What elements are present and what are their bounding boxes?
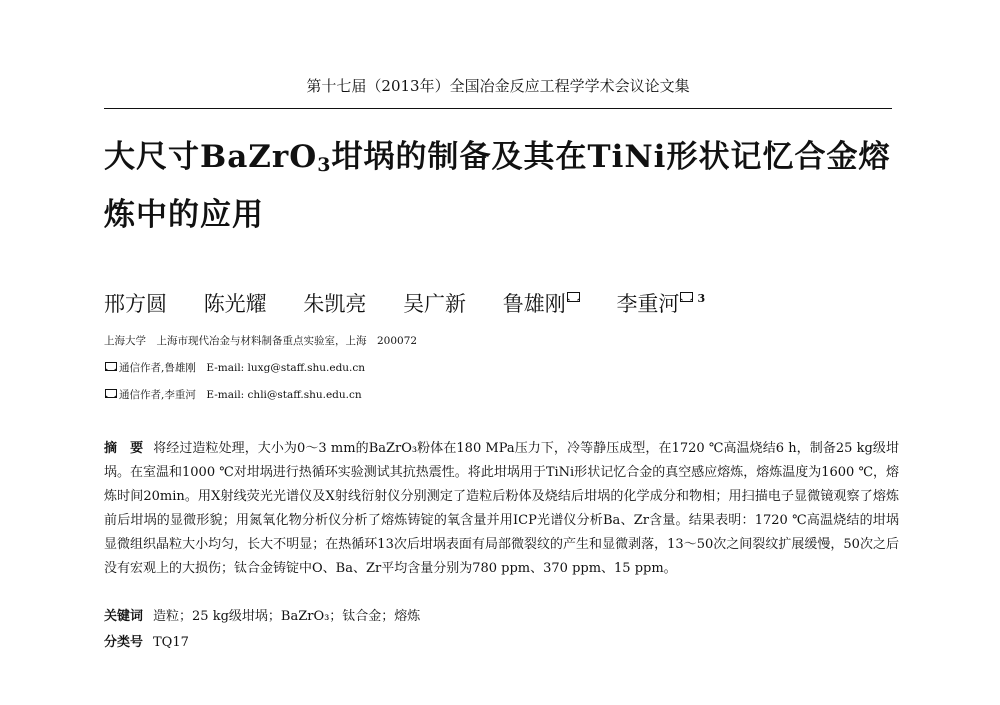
classification: [104, 631, 899, 655]
title-formula-base: BaZrO: [200, 139, 318, 175]
author-name: 李重河: [616, 292, 680, 316]
author-name: 朱凯亮: [303, 292, 367, 316]
author-superscript: 3: [697, 292, 706, 305]
abstract-label: 摘 要: [104, 441, 144, 456]
header-rule: [104, 108, 892, 109]
correspondence-line: [104, 361, 804, 375]
abstract: [104, 437, 899, 581]
mail-icon: [567, 292, 580, 302]
paper-title: [104, 128, 904, 244]
mail-icon: [680, 292, 693, 302]
keywords-label: 关键词: [104, 609, 144, 624]
proceedings-header: 第十七届（2013年）全国冶金反应工程学学术会议论文集: [306, 77, 690, 95]
author-name: 邢方圆: [104, 292, 167, 316]
correspondence-line: [104, 388, 804, 402]
title-formula-subscript: 3: [317, 154, 332, 176]
author-entry: [616, 292, 705, 316]
author-entry: [503, 292, 580, 316]
mail-icon: [105, 362, 117, 371]
author-name: 陈光耀: [203, 292, 267, 316]
title-alloy: TiNi: [587, 139, 667, 175]
keywords-text: 造粒；25 kg级坩埚；BaZrO₃；钛合金；熔炼: [153, 609, 421, 624]
affiliation: 上海大学 上海市现代冶金与材料制备重点实验室，上海 200072: [104, 335, 418, 347]
title-part-3: 形状记忆合金熔炼中的应用: [104, 139, 891, 233]
classification-code: TQ17: [153, 635, 189, 650]
title-part-2: 坩埚的制备及其在: [331, 139, 588, 175]
mail-icon: [105, 389, 117, 398]
author-name: 鲁雄刚: [502, 292, 566, 316]
correspondence-text: 通信作者,鲁雄刚 E-mail: luxg@staff.shu.edu.cn: [119, 362, 366, 374]
classification-label: 分类号: [104, 635, 144, 650]
correspondence-text: 通信作者,李重河 E-mail: chli@staff.shu.edu.cn: [119, 389, 362, 401]
keywords: [104, 605, 899, 629]
author-name: 吴广新: [403, 292, 467, 316]
title-part-1: 大尺寸: [104, 139, 200, 175]
abstract-text: 将经过造粒处理，大小为0～3 mm的BaZrO₃粉体在180 MPa压力下，冷等静压成型，在1720 ℃高温烧结6 h，制备25 kg级坩埚。在室温和1000 ℃对坩埚进行热循环实验测试其抗热震性。将此坩埚用于TiNi形状记忆合金的真空感应熔炼，熔炼温度为1600 ℃，熔炼时间20min。用X射线荧光光谱仪及X射线衍射仪分别测定了造粒后粉体及烧结后坩埚的化学成分和物相；用扫描电子显微镜观察了熔炼前后坩埚的显微形貌；用氮氧化物分析仪分析了熔炼铸锭的氧含量并用ICP光谱仪分析Ba、Zr含量。结果表明：1720 ℃高温烧结的坩埚显微组织晶粒大小均匀，长大不明显；在热循环13次后坩埚表面有局部微裂纹的产生和显微剥落，13～50次之间裂纹扩展缓慢，50次之后没有宏观上的大损伤；钛合金铸锭中O、Ba、Zr平均含量分别为780 ppm、370 ppm、15 ppm。: [104, 441, 899, 576]
title-formula: [200, 139, 332, 175]
author-list: [104, 284, 904, 319]
